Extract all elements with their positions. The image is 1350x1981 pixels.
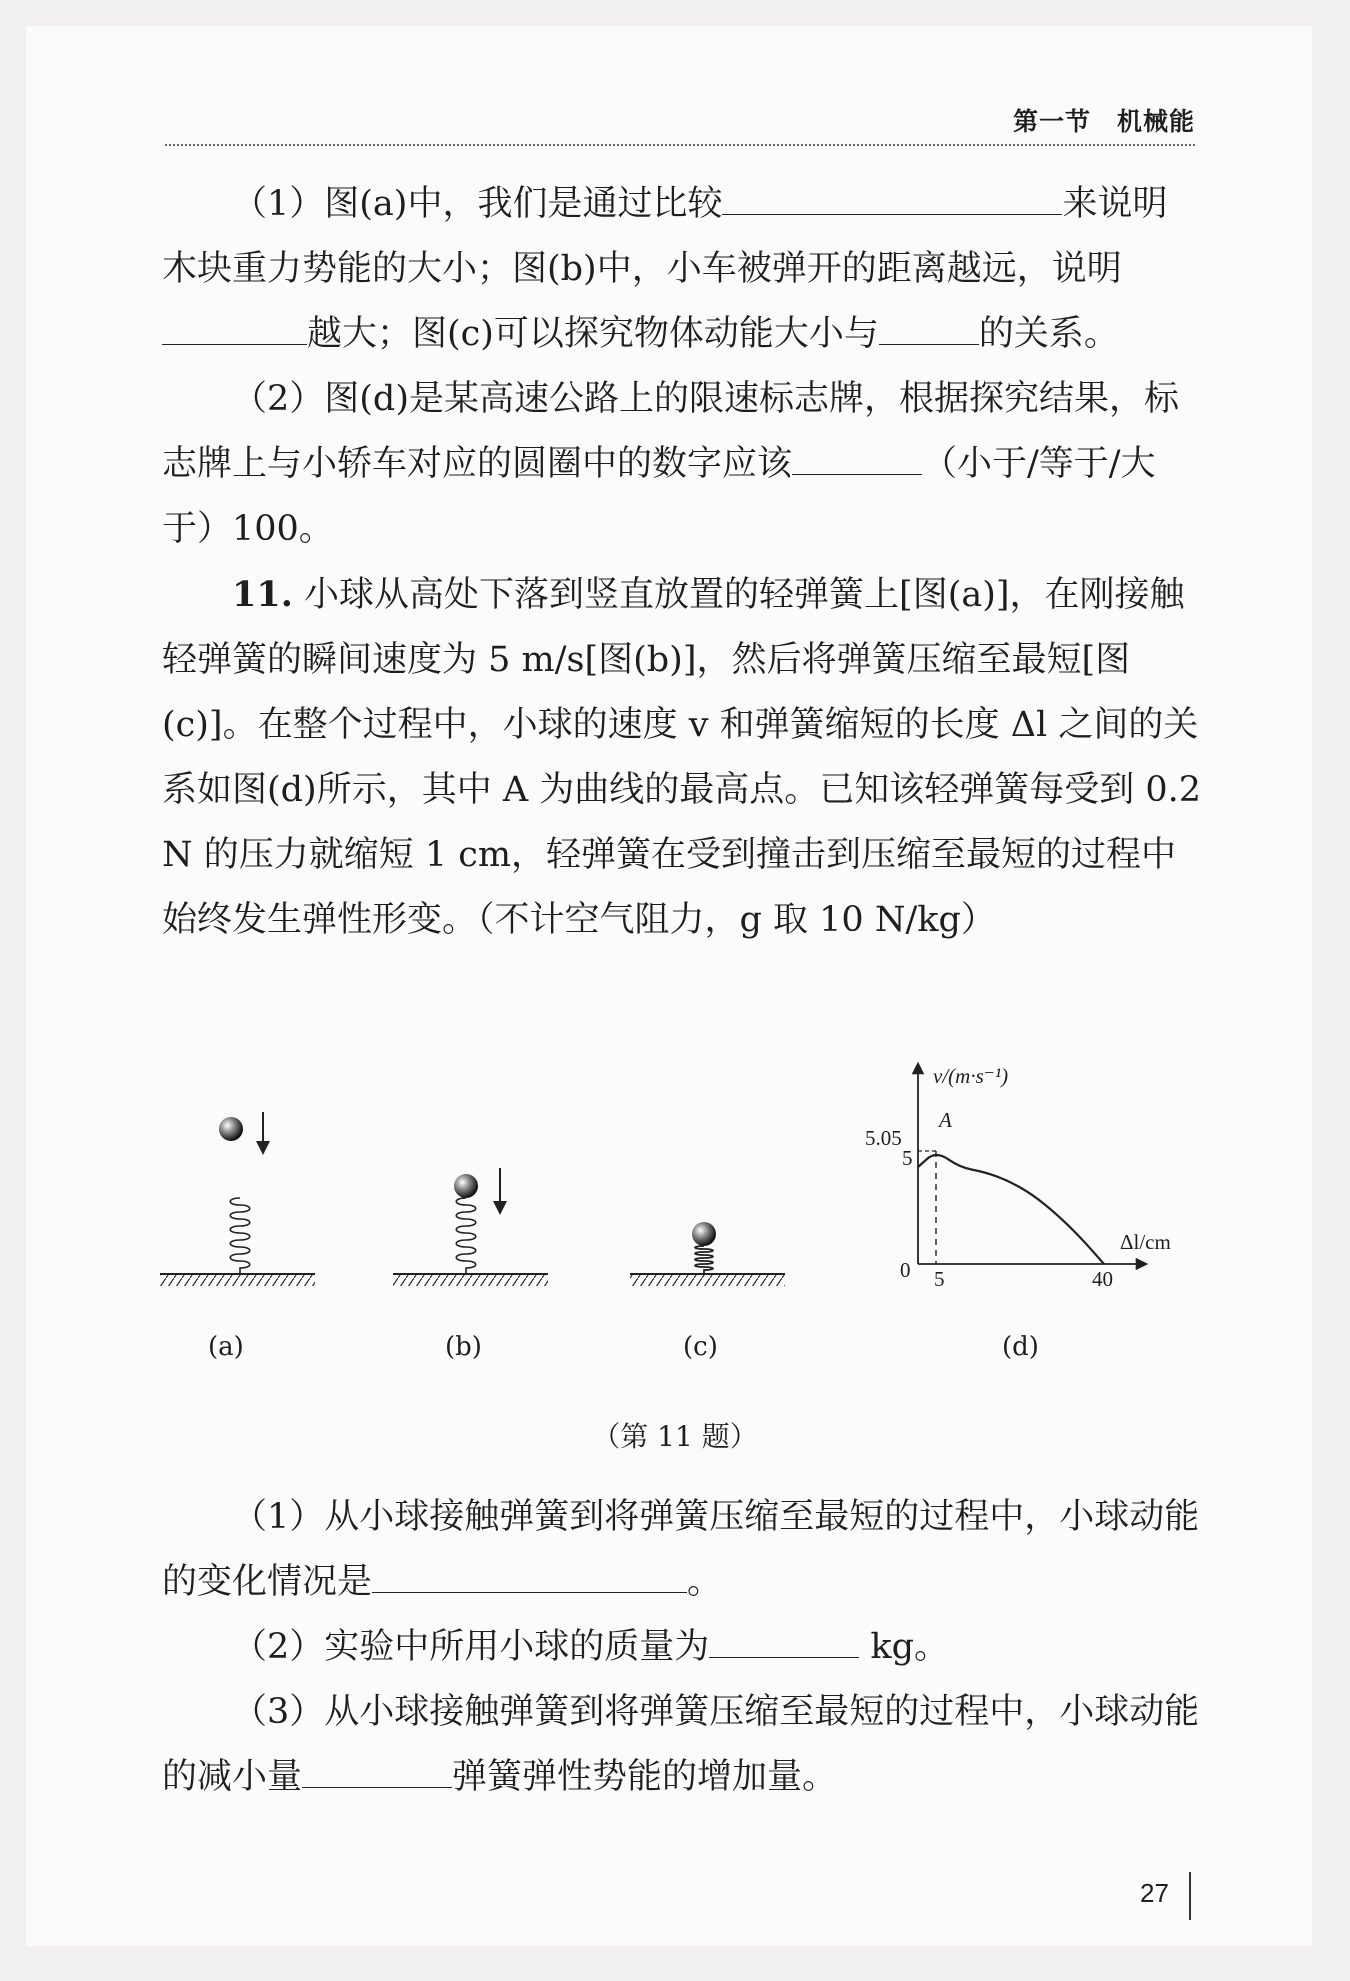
- page-number-bar: [1189, 1872, 1191, 1920]
- ground-hatch: [630, 1275, 785, 1286]
- figure-b: [393, 1168, 548, 1286]
- page-header: [165, 100, 1195, 146]
- section-title: 第一节 机械能: [1012, 107, 1195, 136]
- figure-label-d: (d): [1002, 1332, 1039, 1362]
- ground-hatch: [160, 1275, 315, 1286]
- blank-7[interactable]: [302, 1753, 452, 1788]
- figure-group: [150, 1050, 1210, 1390]
- figure-caption: （第 11 题）: [592, 1420, 758, 1453]
- figure-label-b: (b): [445, 1332, 482, 1362]
- blank-5[interactable]: [372, 1558, 687, 1593]
- x-tick-40: 40: [1092, 1267, 1113, 1291]
- question-number: 11.: [232, 574, 293, 615]
- q10-part2: （2）图(d)是某高速公路上的限速标志牌，根据探究结果，标志牌上与小轿车对应的圆圈中的数字应该 （小于/等于/大于）100。: [162, 379, 1179, 549]
- ball-icon: [454, 1174, 478, 1198]
- page-number: 27: [1140, 1878, 1169, 1908]
- q11-sub3: （3）从小球接触弹簧到将弹簧压缩至最短的过程中，小球动能的减小量 弹簧弹性势能的增加量。: [162, 1692, 1200, 1797]
- y-axis-label: v/(m·s⁻¹): [933, 1064, 1009, 1088]
- blank-3[interactable]: [879, 310, 979, 345]
- x-axis-label: Δl/cm: [1120, 1230, 1171, 1254]
- q11-sub1: （1）从小球接触弹簧到将弹簧压缩至最短的过程中，小球动能的变化情况是 。: [162, 1497, 1200, 1602]
- figure-c: [630, 1222, 785, 1286]
- blank-4[interactable]: [792, 440, 922, 475]
- x-tick-5: 5: [934, 1267, 945, 1291]
- spring-icon: [230, 1198, 250, 1274]
- figure-label-c: (c): [683, 1332, 718, 1362]
- x-tick-0: 0: [900, 1258, 911, 1282]
- ground-hatch: [393, 1275, 548, 1286]
- figure-drawings: [150, 1050, 1210, 1390]
- blank-6[interactable]: [709, 1623, 859, 1658]
- y-tick-5.05: 5.05: [865, 1126, 902, 1150]
- figure-label-a: (a): [208, 1332, 244, 1362]
- q11-sub2: （2）实验中所用小球的质量为 kg。: [162, 1615, 1202, 1680]
- question-11-subparts: [162, 1485, 1202, 1810]
- figure-a: [160, 1112, 315, 1286]
- figure-d-graph: [918, 1068, 1142, 1264]
- blank-2[interactable]: [162, 310, 307, 345]
- peak-label-a: A: [939, 1108, 952, 1132]
- compressed-spring-icon: [695, 1246, 713, 1274]
- y-tick-5: 5: [902, 1146, 913, 1170]
- question-10-continued: [162, 172, 1202, 953]
- ball-icon: [219, 1117, 243, 1141]
- question-11-stem: 11. 小球从高处下落到竖直放置的轻弹簧上[图(a)]，在刚接触轻弹簧的瞬间速度为 5 m/s[图(b)]，然后将弹簧压缩至最短[图(c)]。在整个过程中，小球的速度 v 和弹簧缩短的长度 Δl 之间的关系如图(d)所示，其中 A 为曲线的最高点。已知该轻弹簧每受到 0.2 N 的压力就缩短 1 cm，轻弹簧在受到撞击到压缩至最短的过程中始终发生弹性形变。（不计空气阻力，g 取 10 N/kg）: [162, 574, 1202, 940]
- ball-icon: [692, 1222, 716, 1246]
- spring-icon: [456, 1198, 476, 1274]
- q10-part1: （1）图(a)中，我们是通过比较 来说明木块重力势能的大小；图(b)中，小车被弹开的距离越远，说明越大；图(c)可以探究物体动能大小与 的关系。: [162, 172, 1202, 367]
- velocity-curve: [918, 1155, 1104, 1264]
- blank-1[interactable]: [722, 180, 1062, 215]
